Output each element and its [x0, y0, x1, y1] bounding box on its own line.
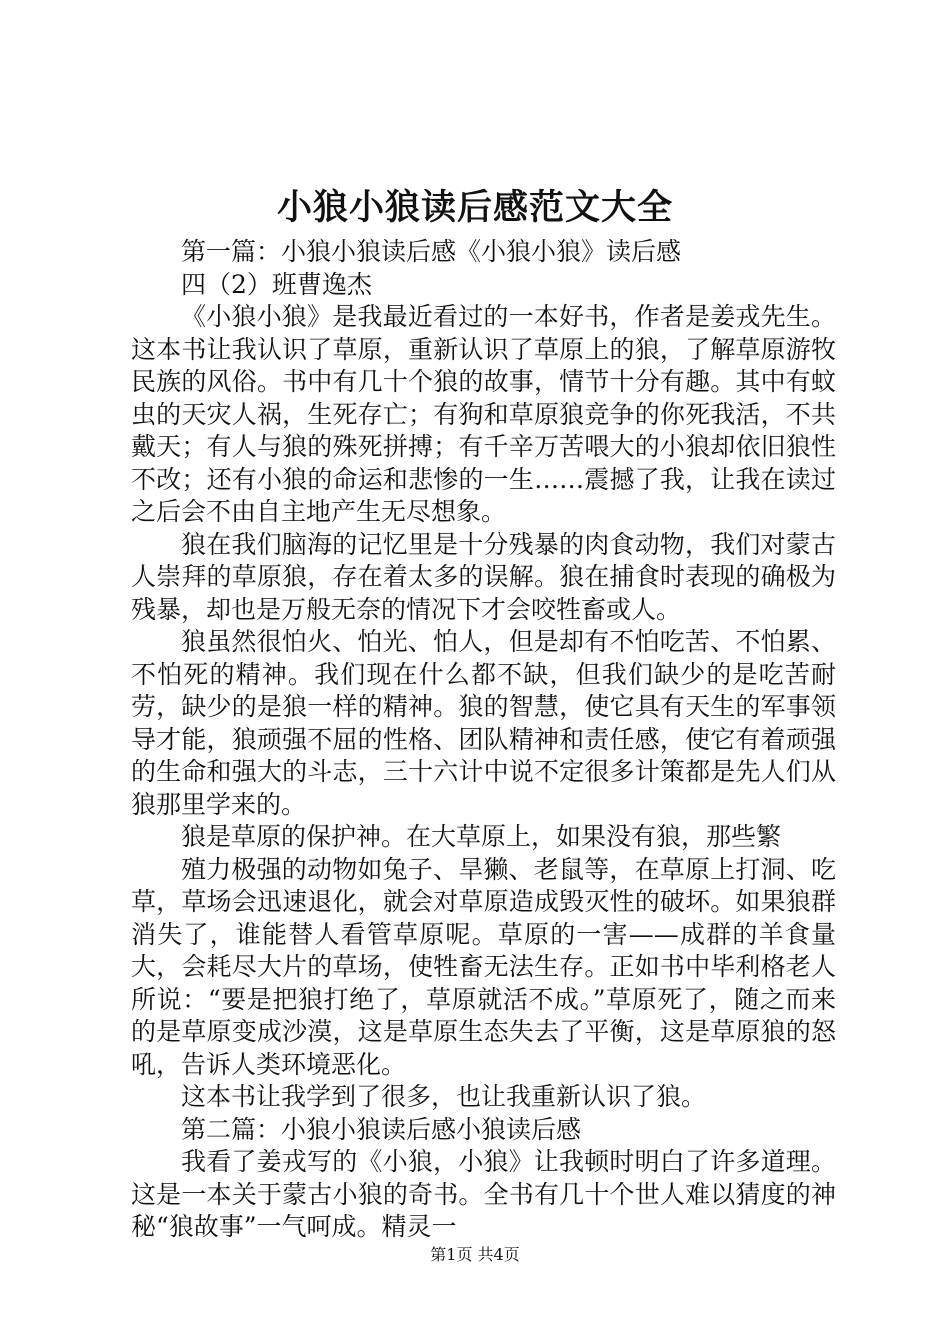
- paragraph-4: 狼是草原的保护神。在大草原上，如果没有狼，那些繁: [181, 822, 782, 851]
- document-body: [131, 236, 836, 1244]
- paragraph-5: 殖力极强的动物如兔子、旱獭、老鼠等，在草原上打洞、吃草，草场会迅速退化，就会对草原造成毁灭性的破坏。如果狼群消失了，谁能替人看管草原呢。草原的一害——成群的羊食量大，会耗尽大片的草场，使牲畜无法生存。正如书中毕利格老人所说：“要是把狼打绝了，草原就活不成。”草原死了，随之而来的是草原变成沙漠，这是草原生态失去了平衡，这是草原狼的怒吼，告诉人类环境恶化。: [131, 854, 836, 1079]
- paragraph-7: 我看了姜戎写的《小狼，小狼》让我顿时明白了许多道理。这是一本关于蒙古小狼的奇书。全书有几十个世人难以猜度的神秘“狼故事”一气呵成。精灵一: [131, 1147, 836, 1241]
- paragraph-6: 这本书让我学到了很多，也让我重新认识了狼。: [181, 1082, 707, 1111]
- page-number-footer: 第1页 共4页: [430, 1245, 520, 1264]
- paragraph-section-heading-1: 第一篇：小狼小狼读后感《小狼小狼》读后感: [181, 237, 682, 266]
- paragraph-section-heading-2: 第二篇：小狼小狼读后感小狼读后感: [181, 1114, 582, 1144]
- paragraph-2: 狼在我们脑海的记忆里是十分残暴的肉食动物，我们对蒙古人崇拜的草原狼，存在着太多的误解。狼在捕食时表现的确极为残暴，却也是万般无奈的情况下才会咬牲畜或人。: [131, 529, 836, 624]
- paragraph-author-line: 四（2）班曹逸杰: [181, 269, 372, 299]
- document-title: 小狼小狼读后感范文大全: [276, 187, 673, 228]
- paragraph-1: 《小狼小狼》是我最近看过的一本好书，作者是姜戎先生。这本书让我认识了草原，重新认识了草原上的狼，了解草原游牧民族的风俗。书中有几十个狼的故事，情节十分有趣。其中有蚊虫的天灾人祸，生死存亡；有狗和草原狼竞争的你死我活，不共戴天；有人与狼的殊死拼搏；有千辛万苦喂大的小狼却依旧狼性不改；还有小狼的命运和悲惨的一生……震撼了我，让我在读过之后会不由自主地产生无尽想象。: [131, 302, 836, 526]
- paragraph-3: 狼虽然很怕火、怕光、怕人，但是却有不怕吃苦、不怕累、不怕死的精神。我们现在什么都不缺，但我们缺少的是吃苦耐劳，缺少的是狼一样的精神。狼的智慧，使它具有天生的军事领导才能，狼顽强不屈的性格、团队精神和责任感，使它有着顽强的生命和强大的斗志，三十六计中说不定很多计策都是先人们从狼那里学来的。: [131, 627, 836, 819]
